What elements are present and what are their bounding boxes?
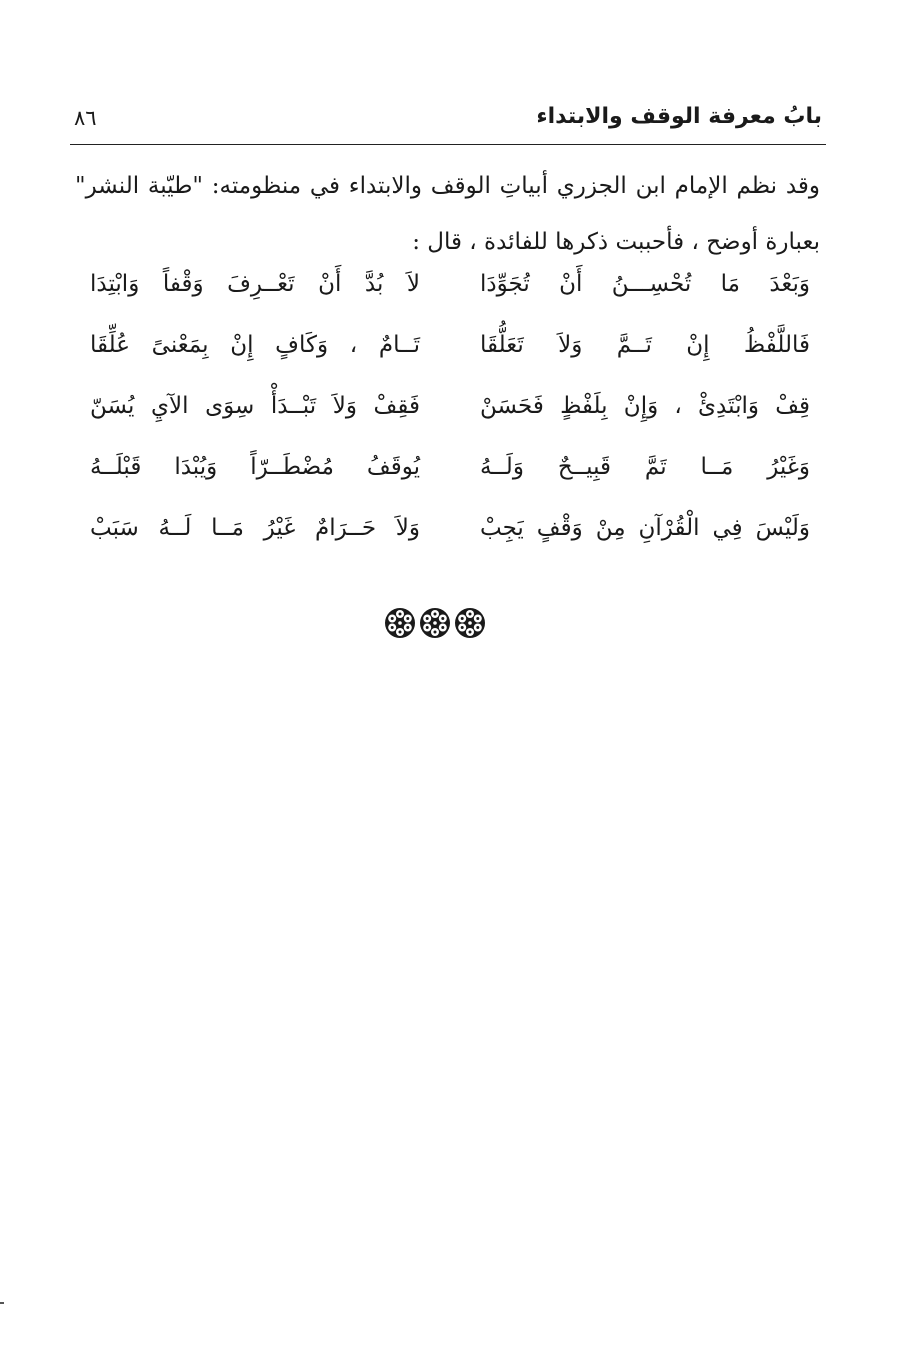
margin-mark [0,1302,4,1304]
running-title: بابُ معرفة الوقف والابتداء [536,104,822,129]
verse-second-hemistich: وَلاَ حَــرَامٌ غَيْرُ مَــا لَــهُ سَبَبْ [90,515,420,541]
verse-row [90,502,810,563]
verse-second-hemistich: يُوقَفُ مُضْطَــرّاً وَيُبْدَا قَبْلَــهُ [90,454,420,480]
verse-first-hemistich: وَلَيْسَ فِي الْقُرْآنِ مِنْ وَقْفٍ يَجِبْ [480,515,810,541]
rosette-ornament-icon [380,603,490,643]
verse-second-hemistich: تَــامٌ ، وَكَافٍ إِنْ بِمَعْنىً عُلِّقَا [90,332,420,358]
page-number: ٨٦ [74,106,97,130]
intro-paragraph: وقد نظم الإمام ابن الجزري أبياتِ الوقف والابتداء في منظومته: "طيّبة النشر" بعبارة أوضح ، فأحببت ذكرها للفائدة ، قال : [75,173,820,255]
verse-first-hemistich: قِفْ وَابْتَدِئْ ، وَإِنْ بِلَفْظٍ فَحَسَنْ [480,393,810,419]
verse-second-hemistich: لاَ بُدَّ أَنْ تَعْــرِفَ وَقْفاً وَابْتِدَا [90,271,420,297]
header-rule [70,144,826,145]
verse-row [90,258,810,319]
poem-verses [90,258,810,563]
verse-row [90,319,810,380]
verse-first-hemistich: فَاللَّفْظُ إِنْ تَــمَّ وَلاَ تَعَلُّقَا [480,332,810,358]
verse-row [90,441,810,502]
verse-first-hemistich: وَبَعْدَ مَا تُحْسِـــنُ أَنْ تُجَوِّدَا [480,271,810,297]
verse-row [90,380,810,441]
verse-second-hemistich: فَقِفْ وَلاَ تَبْــدَأْ سِوَى الآيِ يُسَنّ [90,393,420,419]
verse-first-hemistich: وَغَيْرُ مَــا تَمَّ قَبِيــحٌ وَلَــهُ [480,454,810,480]
page-header [70,100,826,140]
